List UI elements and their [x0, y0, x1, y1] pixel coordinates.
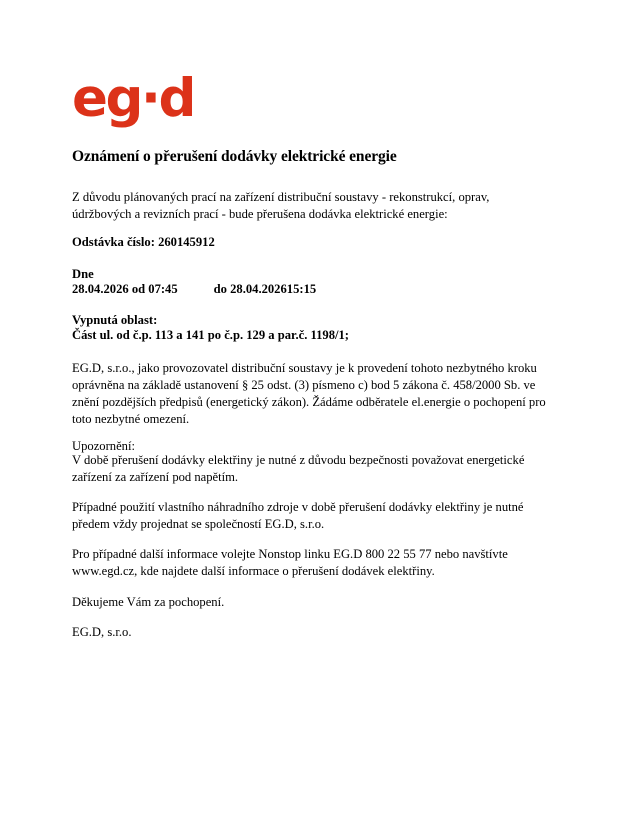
legal-paragraph: EG.D, s.r.o., jako provozovatel distribuční soustavy je k provedení tohoto nezbytného kroku oprávněna na základě ustanovení § 25 odst. (3) písmeno c) bod 5 zákona č. 458/2000 Sb. ve znění pozdějších předpisů (energetický zákon). Žádáme odběratele el.energie o pochopení pro toto nezbytné omezení. [72, 361, 546, 426]
date-range [72, 281, 558, 298]
warning-body: V době přerušení dodávky elektřiny je nutné z důvodu bezpečnosti považovat energetické zařízení za zařízení pod napětím. [72, 453, 525, 484]
area-value: Část ul. od č.p. 113 a 141 po č.p. 129 a par.č. 1198/1; [72, 328, 349, 342]
date-label: Dne [72, 267, 94, 281]
warning-label: Upozornění: [72, 439, 135, 453]
date-to: do 28.04.202615:15 [213, 282, 317, 296]
contact-paragraph: Pro případné další informace volejte Nonstop linku EG.D 800 22 55 77 nebo navštívte www.egd.cz, kde najdete další informace o přerušení dodávek elektřiny. [72, 547, 508, 578]
generator-note: Případné použití vlastního náhradního zdroje v době přerušení dodávky elektřiny je nutné předem vždy projednat se společností EG.D, s.r.o. [72, 500, 524, 531]
date-from: 28.04.2026 od 07:45 [72, 282, 178, 296]
signature-line: EG.D, s.r.o. [72, 625, 132, 639]
outage-number: Odstávka číslo: 260145912 [72, 235, 215, 249]
egd-logo-wordmark-icon: eg·d [72, 68, 194, 129]
thanks-line: Děkujeme Vám za pochopení. [72, 595, 225, 609]
page-title: Oznámení o přerušení dodávky elektrické energie [72, 148, 397, 165]
egd-logo [72, 68, 194, 129]
area-label: Vypnutá oblast: [72, 313, 158, 327]
intro-paragraph: Z důvodu plánovaných prací na zařízení distribuční soustavy - rekonstrukcí, oprav, údržbových a revizních prací - bude přerušena dodávka elektrické energie: [72, 190, 490, 221]
